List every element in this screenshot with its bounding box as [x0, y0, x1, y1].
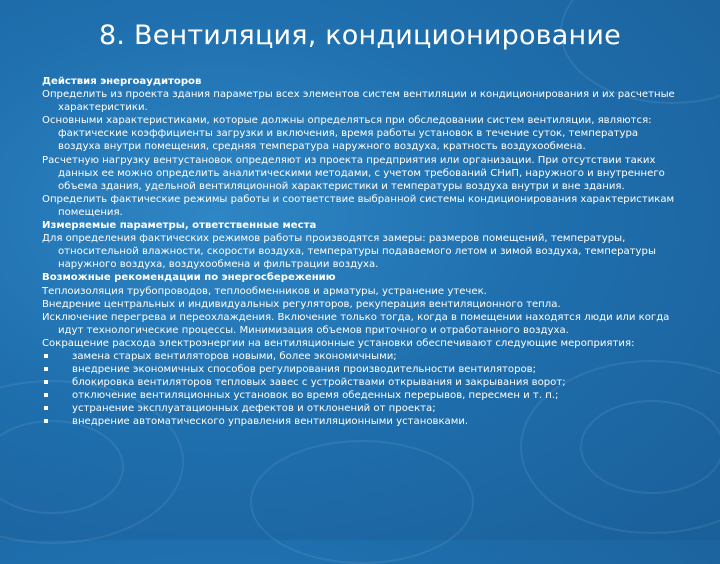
bullet-text: замена старых вентиляторов новыми, более экономичными; — [72, 350, 397, 362]
paragraph: Теплоизоляция трубопроводов, теплообменников и арматуры, устранение утечек. — [42, 285, 487, 297]
paragraph: Основными характеристиками, которые должны определяться при обследовании систем вентиляции, являются: фактические коэффициенты загрузки и включения, время работы установок в течение суток, температура воздуха внутри помещения, средняя температура наружного воздуха, кратность воздухообмена. — [42, 115, 652, 153]
paragraph: Сокращение расхода электроэнергии на вентиляционные установки обеспечивают следующие мероприятия: — [42, 337, 635, 349]
bullet-square-icon — [44, 406, 48, 410]
section-heading: Возможные рекомендации по энергосбережению — [42, 272, 336, 284]
bullet-item — [42, 363, 678, 376]
slide-body — [42, 75, 678, 429]
paragraph-list — [42, 75, 678, 350]
bullet-text: внедрение автоматического управления вентиляционными установками. — [72, 416, 469, 428]
bullet-text: отключение вентиляционных установок во время обеденных перерывов, пересмен и т. п.; — [72, 390, 559, 402]
bullet-square-icon — [44, 380, 48, 384]
paragraph: Для определения фактических режимов работы производятся замеры: размеров помещений, температуры, относительной влажности, скорости воздуха, температуры подаваемого летом и зимой воздуха, температуры наружного воздуха, воздухообмена и фильтрации воздуха. — [42, 233, 656, 271]
paragraph: Внедрение центральных и индивидуальных регуляторов, рекуперация вентиляционного тепла. — [42, 298, 561, 310]
paragraph: Исключение перегрева и переохлаждения. Включение только тогда, когда в помещении находятся люди или когда идут технологические процессы. Минимизация объемов приточного и отработанного воздуха. — [42, 311, 670, 336]
bullet-item — [42, 389, 678, 402]
bullet-square-icon — [44, 354, 48, 358]
background-ripple — [250, 440, 474, 564]
bullet-list — [42, 350, 678, 429]
paragraph: Определить фактические режимы работы и соответствие выбранной системы кондиционирования характеристикам помещения. — [42, 193, 675, 218]
bullet-text: блокировка вентиляторов тепловых завес с устройствами открывания и закрывания ворот; — [72, 377, 566, 389]
section-heading: Действия энергоаудиторов — [42, 76, 202, 87]
bullet-text: внедрение экономичных способов регулирования производительности вентиляторов; — [72, 364, 537, 376]
bullet-square-icon — [44, 419, 48, 423]
bullet-square-icon — [44, 393, 48, 397]
paragraph: Расчетную нагрузку вентустановок определяют из проекта предприятия или организации. При отсутствии таких данных ее можно определить аналитическими методами, с учетом требований СНиП, наружного и внутреннего объема здания, удельной вентиляционной характеристики и температуры воздуха внутри и вне здания. — [42, 154, 665, 192]
bullet-item — [42, 415, 678, 428]
bullet-item — [42, 402, 678, 415]
section-heading: Измеряемые параметры, ответственные места — [42, 220, 317, 232]
paragraph: Определить из проекта здания параметры всех элементов систем вентиляции и кондиционирования и их расчетные характеристики. — [42, 89, 675, 114]
bullet-item — [42, 350, 678, 363]
slide-title: 8. Вентиляция, кондиционирование — [99, 20, 621, 51]
bullet-text: устранение эксплуатационных дефектов и отклонений от проекта; — [72, 403, 436, 415]
bullet-square-icon — [44, 367, 48, 371]
bullet-item — [42, 376, 678, 389]
